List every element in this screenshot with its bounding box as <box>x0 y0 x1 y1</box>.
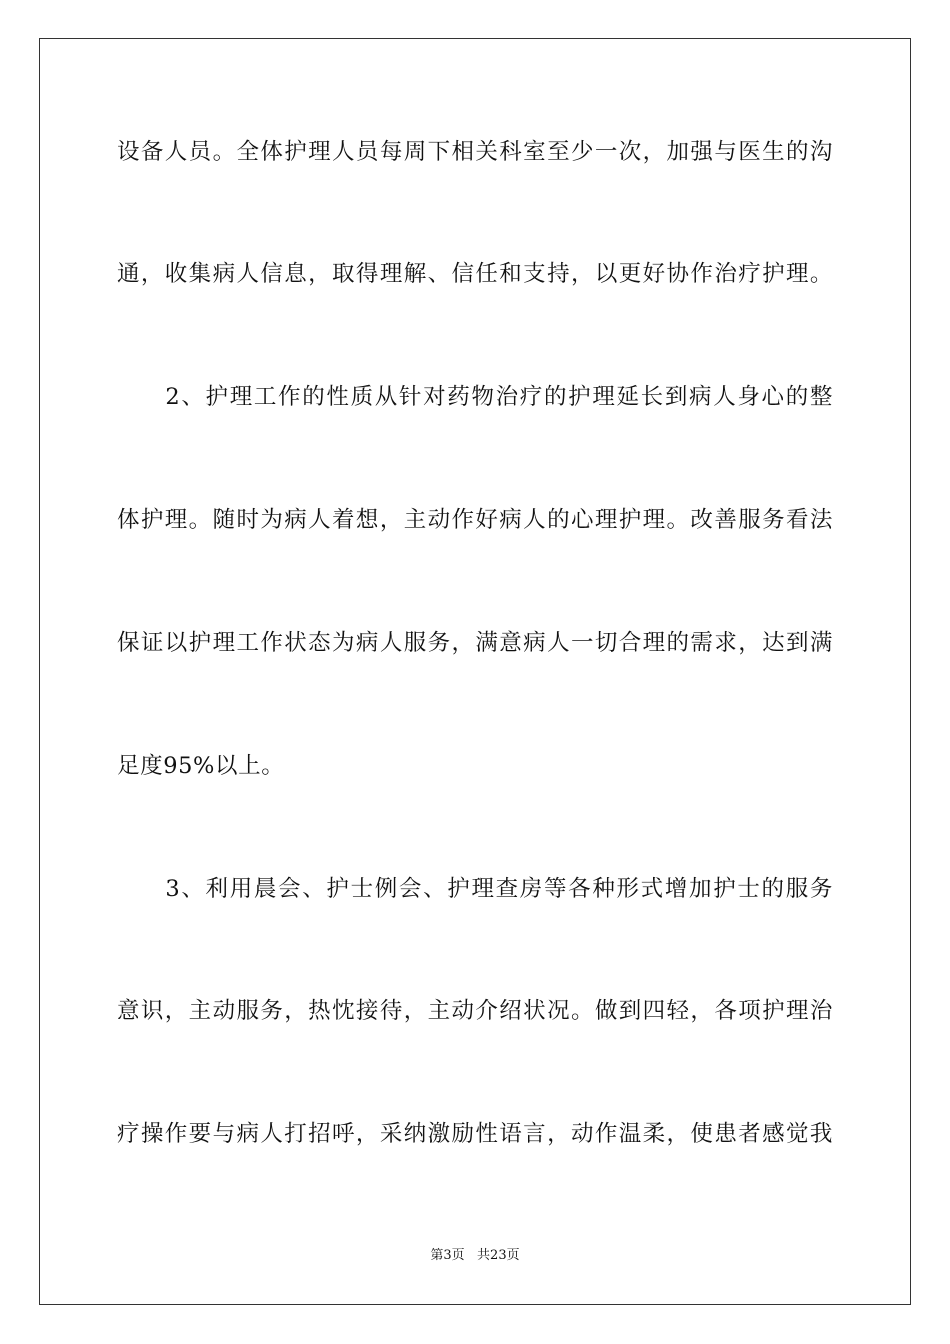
body-line-3: 2、护理工作的性质从针对药物治疗的护理延长到病人身心的整 <box>117 384 833 410</box>
page-border <box>39 38 911 1305</box>
body-line-5: 保证以护理工作状态为病人服务，满意病人一切合理的需求，达到满 <box>117 630 833 656</box>
body-line-2: 通，收集病人信息，取得理解、信任和支持，以更好协作治疗护理。 <box>117 261 833 287</box>
body-line-1: 设备人员。全体护理人员每周下相关科室至少一次，加强与医生的沟 <box>117 139 833 165</box>
body-line-4: 体护理。随时为病人着想，主动作好病人的心理护理。改善服务看法 <box>117 507 833 533</box>
body-line-8: 意识，主动服务，热忱接待，主动介绍状况。做到四轻，各项护理治 <box>117 998 833 1024</box>
page-number-footer: 第3页 共23页 <box>430 1248 520 1263</box>
body-line-9: 疗操作要与病人打招呼，采纳激励性语言，动作温柔，使患者感觉我 <box>117 1121 833 1147</box>
body-line-6: 足度95%以上。 <box>117 753 285 779</box>
body-line-7: 3、利用晨会、护士例会、护理查房等各种形式增加护士的服务 <box>117 876 833 902</box>
